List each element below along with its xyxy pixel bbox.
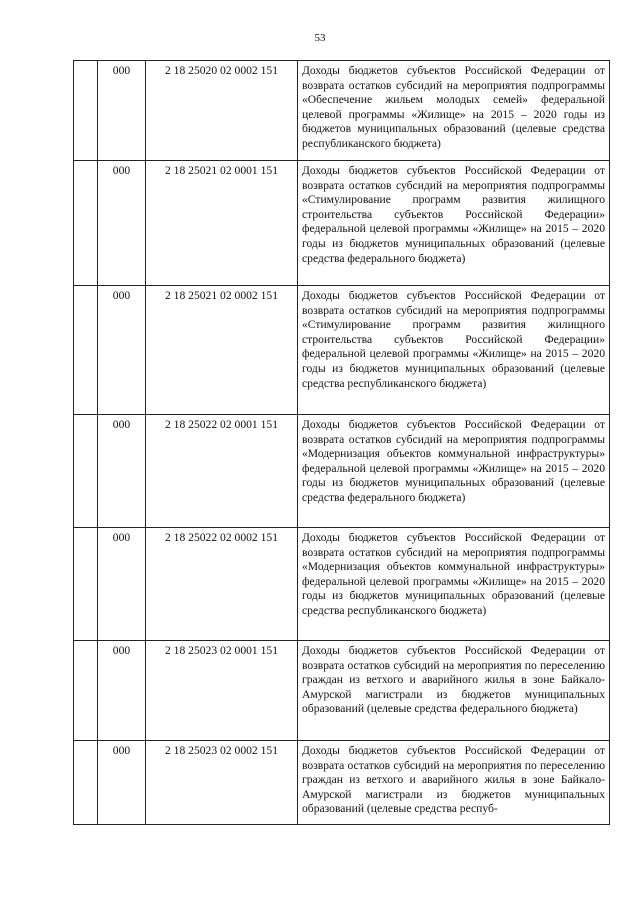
income-name-text: Доходы бюджетов субъектов Российской Федерации от возврата остатков субсидий на мероприятия подпрограммы «Модернизация объектов коммунальной инфраструктуры» федеральной целевой программы «Жилище» на 2015 – 2020 годы из бюджетов муниципальных образований (целевые средства федерального бюджета)	[302, 418, 605, 504]
income-name-text: Доходы бюджетов субъектов Российской Федерации от возврата остатков субсидий на мероприятия подпрограммы «Стимулирование программ развития жилищного строительства субъектов Российской Федерации» федеральной целевой программы «Жилище» на 2015 – 2020 годы из бюджетов муниципальных образований (целевые средства федерального бюджета)	[302, 164, 605, 265]
budget-code-cell: 2 18 25023 02 0001 151	[146, 641, 298, 741]
income-name-cell	[298, 286, 610, 415]
admin-code-cell: 000	[98, 641, 146, 741]
admin-code-cell: 000	[98, 161, 146, 286]
income-name-text: Доходы бюджетов субъектов Российской Федерации от возврата остатков субсидий на мероприятия подпрограммы «Стимулирование программ развития жилищного строительства субъектов Российской Федерации» федеральной целевой программы «Жилище» на 2015 – 2020 годы из бюджетов муниципальных образований (целевые средства республиканского бюджета)	[302, 289, 605, 390]
income-name-cell	[298, 415, 610, 528]
budget-classification-table	[73, 60, 610, 825]
income-name-text: Доходы бюджетов субъектов Российской Федерации от возврата остатков субсидий на мероприятия по переселению граждан из ветхого и аварийного жилья в зоне Байкало-Амурской магистрали из бюджетов муниципальных образований (целевые средства респуб-	[302, 744, 605, 816]
row-index-cell	[74, 528, 98, 641]
budget-code-cell: 2 18 25023 02 0002 151	[146, 741, 298, 825]
admin-code-cell: 000	[98, 61, 146, 161]
table-row	[74, 741, 610, 825]
table-row	[74, 61, 610, 161]
budget-code-cell: 2 18 25021 02 0002 151	[146, 286, 298, 415]
income-name-cell	[298, 161, 610, 286]
row-index-cell	[74, 741, 98, 825]
income-name-cell	[298, 61, 610, 161]
table-row	[74, 161, 610, 286]
income-name-text: Доходы бюджетов субъектов Российской Федерации от возврата остатков субсидий на мероприятия подпрограммы «Обеспечение жильем молодых семей» федеральной целевой программы «Жилище» на 2015 – 2020 годы из бюджетов муниципальных образований (целевые средства республиканского бюджета)	[302, 64, 605, 150]
admin-code-cell: 000	[98, 286, 146, 415]
row-index-cell	[74, 286, 98, 415]
budget-code-cell: 2 18 25022 02 0001 151	[146, 415, 298, 528]
page-number: 53	[314, 32, 326, 44]
budget-code-cell: 2 18 25022 02 0002 151	[146, 528, 298, 641]
income-name-cell	[298, 741, 610, 825]
budget-code-cell: 2 18 25021 02 0001 151	[146, 161, 298, 286]
row-index-cell	[74, 641, 98, 741]
row-index-cell	[74, 61, 98, 161]
table-row	[74, 641, 610, 741]
row-index-cell	[74, 415, 98, 528]
budget-code-cell: 2 18 25020 02 0002 151	[146, 61, 298, 161]
income-name-cell	[298, 641, 610, 741]
row-index-cell	[74, 161, 98, 286]
admin-code-cell: 000	[98, 415, 146, 528]
table-row	[74, 286, 610, 415]
admin-code-cell: 000	[98, 528, 146, 641]
admin-code-cell: 000	[98, 741, 146, 825]
income-name-text: Доходы бюджетов субъектов Российской Федерации от возврата остатков субсидий на мероприятия подпрограммы «Модернизация объектов коммунальной инфраструктуры» федеральной целевой программы «Жилище» на 2015 – 2020 годы из бюджетов муниципальных образований (целевые средства республиканского бюджета)	[302, 531, 605, 617]
table-row	[74, 528, 610, 641]
income-name-cell	[298, 528, 610, 641]
table-row	[74, 415, 610, 528]
income-name-text: Доходы бюджетов субъектов Российской Федерации от возврата остатков субсидий на мероприятия по переселению граждан из ветхого и аварийного жилья в зоне Байкало-Амурской магистрали из бюджетов муниципальных образований (целевые средства федерального бюджета)	[302, 644, 605, 716]
